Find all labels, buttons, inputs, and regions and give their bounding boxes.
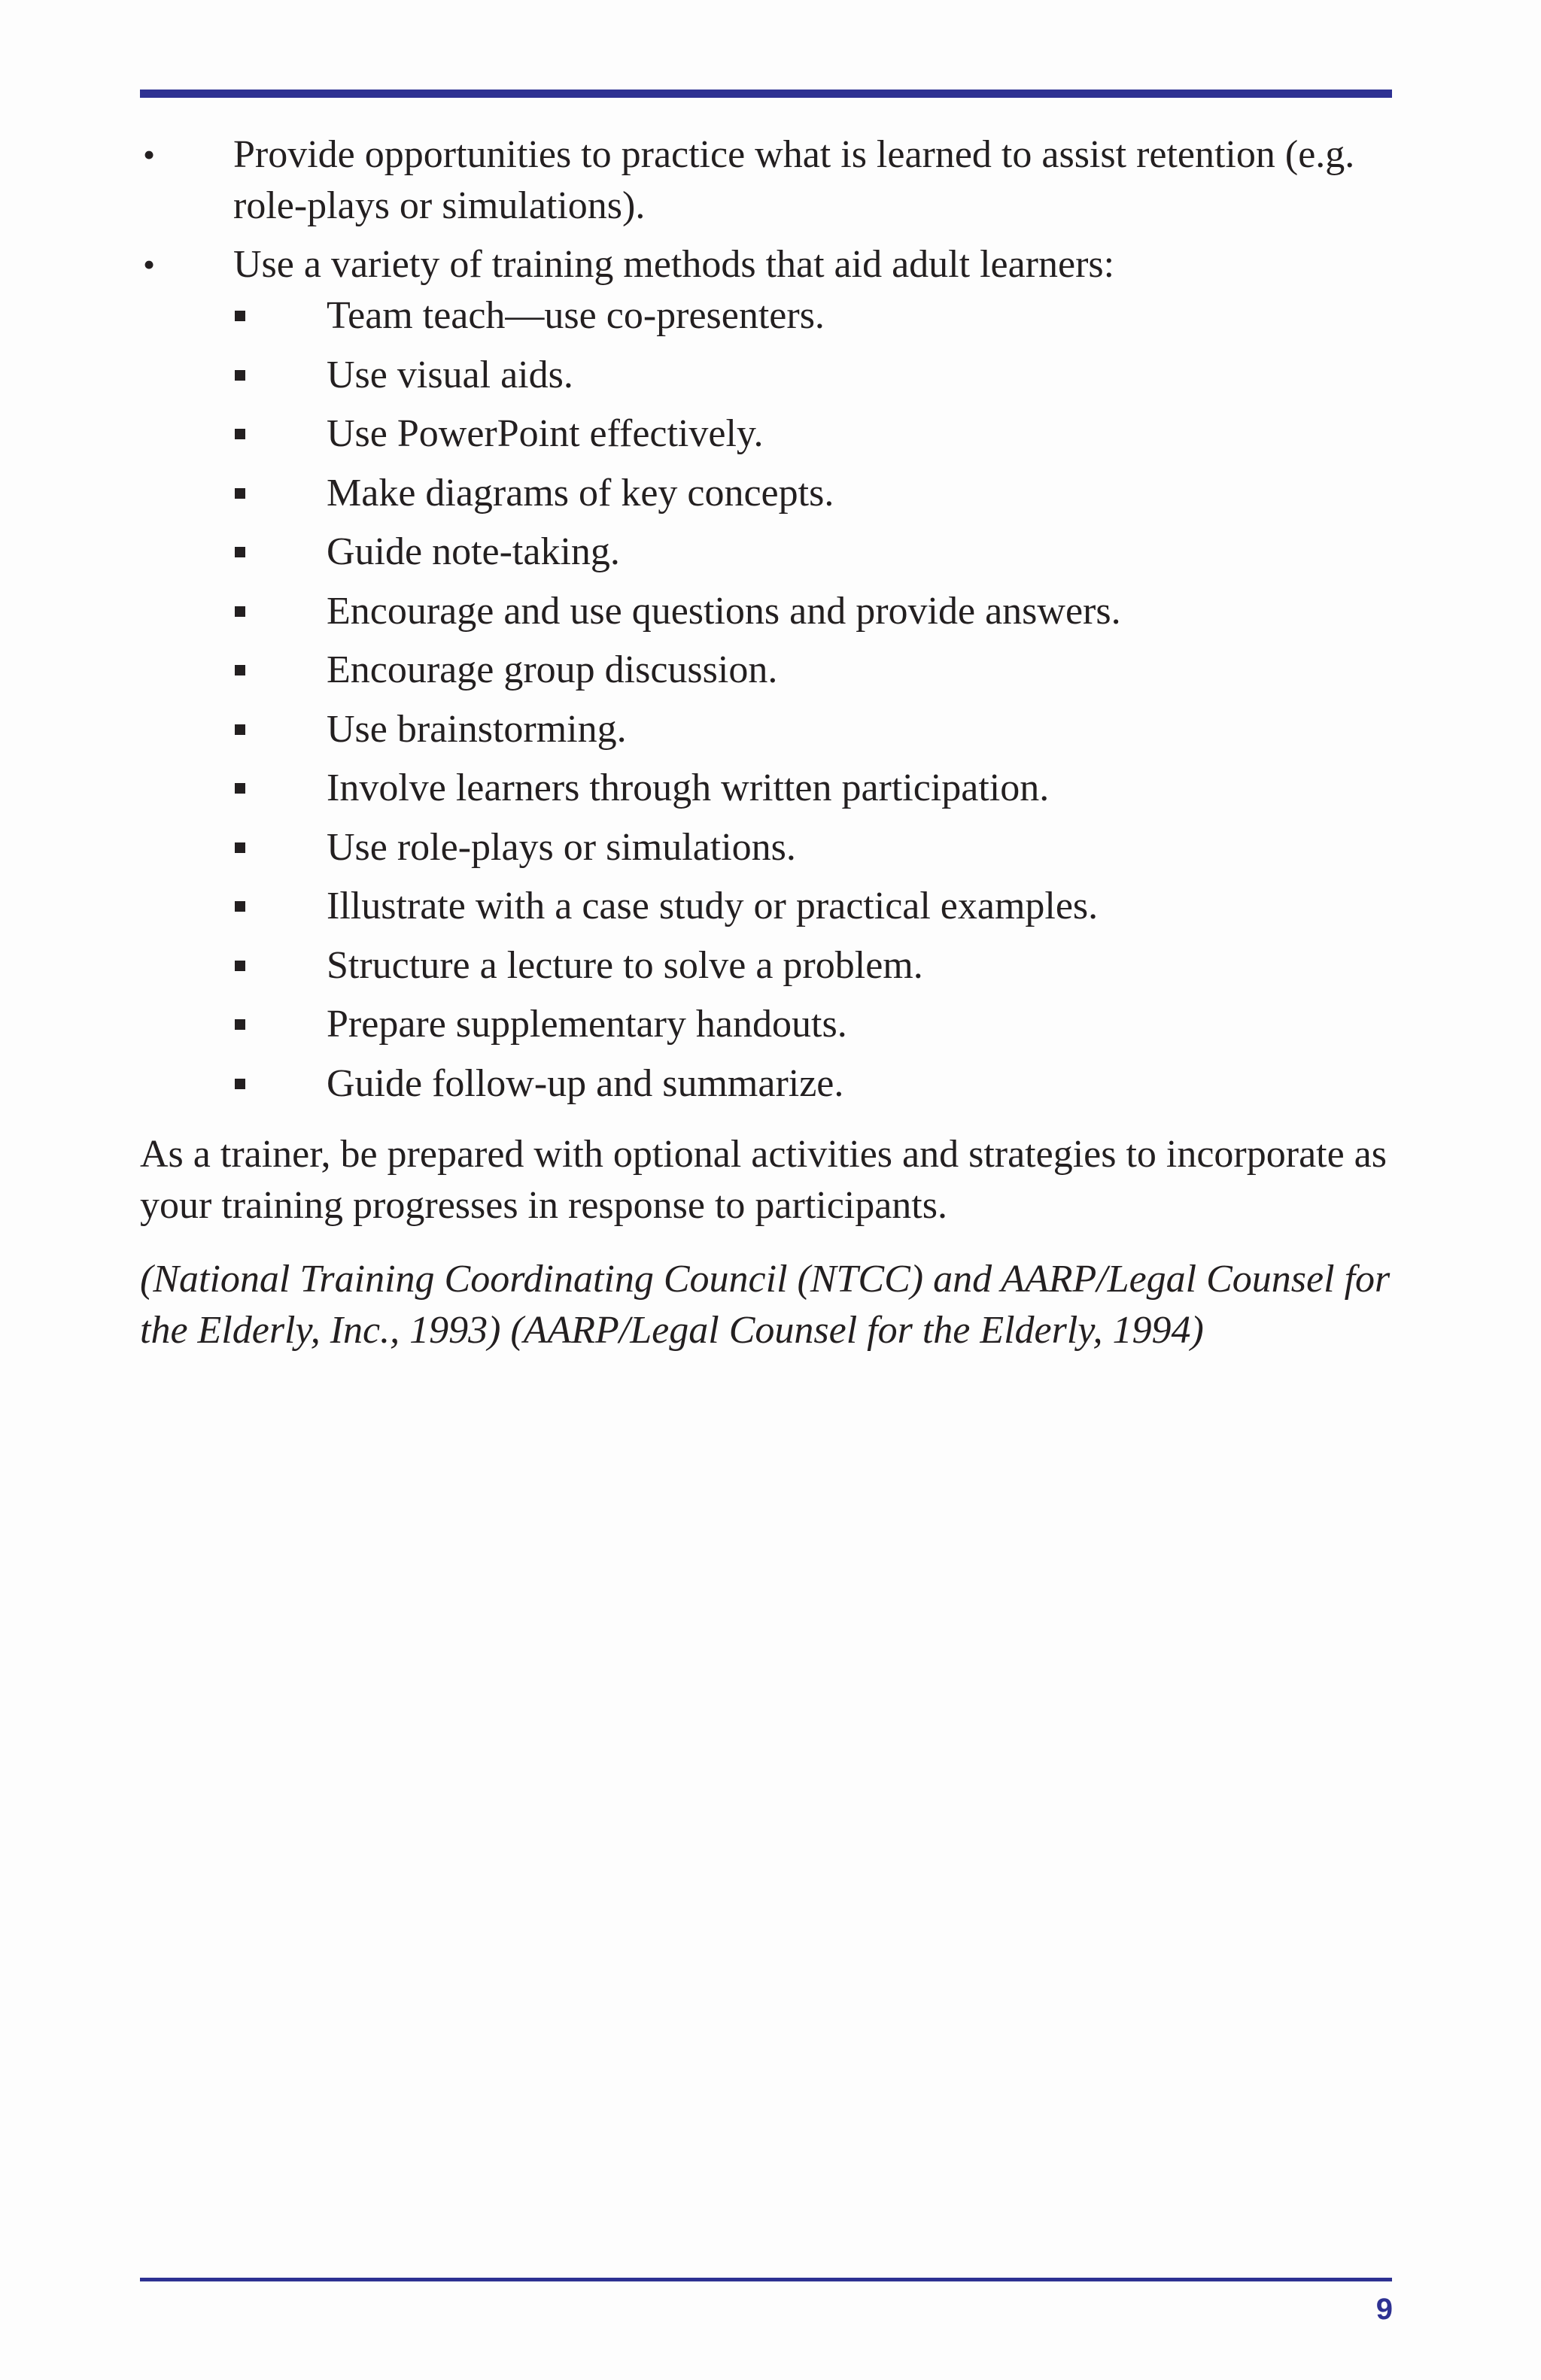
square-bullet-icon: [235, 547, 245, 557]
list-item-text: Use brainstorming.: [327, 707, 627, 751]
list-item-text: Use visual aids.: [327, 353, 573, 396]
square-bullet-icon: [235, 901, 245, 912]
page-content: [140, 129, 1397, 1356]
list-item: [140, 822, 1397, 882]
list-item: [140, 468, 1397, 527]
list-item-text: Make diagrams of key concepts.: [327, 471, 834, 515]
square-bullet-icon: [235, 783, 245, 794]
list-item: [140, 645, 1397, 704]
page-number: 9: [1375, 2293, 1393, 2326]
bullet-text: Provide opportunities to practice what is learned to assist retention (e.g. role-plays or simulations).: [233, 133, 1355, 227]
list-item: [140, 408, 1397, 468]
closing-paragraph: As a trainer, be prepared with optional activities and strategies to incorporate as your training progresses in response to participants.: [140, 1133, 1387, 1227]
list-item: [140, 586, 1397, 645]
list-item: [140, 1058, 1397, 1118]
list-item-text: Team teach—use co-presenters.: [327, 294, 825, 337]
list-item-text: Guide follow-up and summarize.: [327, 1061, 844, 1105]
square-bullet-icon: [235, 370, 245, 381]
bullet-marker: •: [143, 135, 156, 174]
list-item: [140, 940, 1397, 1000]
list-item-text: Use PowerPoint effectively.: [327, 412, 764, 455]
footer-rule: [140, 2278, 1392, 2281]
list-item-text: Illustrate with a case study or practical examples.: [327, 885, 1099, 927]
list-item-text: Prepare supplementary handouts.: [327, 1003, 847, 1046]
citation: (National Training Coordinating Council (NTCC) and AARP/Legal Counsel for the Elderly, Inc., 1993) (AARP/Legal Counsel for the Elderly, 1994): [140, 1258, 1391, 1352]
list-item-text: Involve learners through written participation.: [327, 767, 1050, 809]
list-item: [140, 763, 1397, 822]
square-bullet-icon: [235, 311, 245, 321]
square-bullet-icon: [235, 488, 245, 499]
header-rule: [140, 90, 1392, 98]
list-item: [140, 290, 1397, 350]
list-item-text: Guide note-taking.: [327, 530, 620, 573]
bullet-item: [140, 239, 1397, 290]
bullet-marker: •: [143, 245, 156, 284]
training-methods-list: [140, 290, 1397, 1117]
bullet-item: [140, 129, 1397, 232]
list-item: [140, 999, 1397, 1058]
square-bullet-icon: [235, 429, 245, 439]
list-item: [140, 350, 1397, 409]
square-bullet-icon: [235, 724, 245, 735]
list-item-text: Encourage and use questions and provide answers.: [327, 589, 1121, 633]
square-bullet-icon: [235, 961, 245, 971]
list-item: [140, 704, 1397, 763]
list-item: [140, 881, 1397, 940]
square-bullet-icon: [235, 606, 245, 617]
list-item: [140, 527, 1397, 586]
square-bullet-icon: [235, 842, 245, 853]
list-item-text: Use role-plays or simulations.: [327, 825, 796, 869]
square-bullet-icon: [235, 1019, 245, 1030]
square-bullet-icon: [235, 665, 245, 675]
square-bullet-icon: [235, 1079, 245, 1089]
list-item-text: Encourage group discussion.: [327, 648, 778, 691]
bullet-text: Use a variety of training methods that aid adult learners:: [233, 243, 1115, 286]
list-item-text: Structure a lecture to solve a problem.: [327, 943, 923, 987]
